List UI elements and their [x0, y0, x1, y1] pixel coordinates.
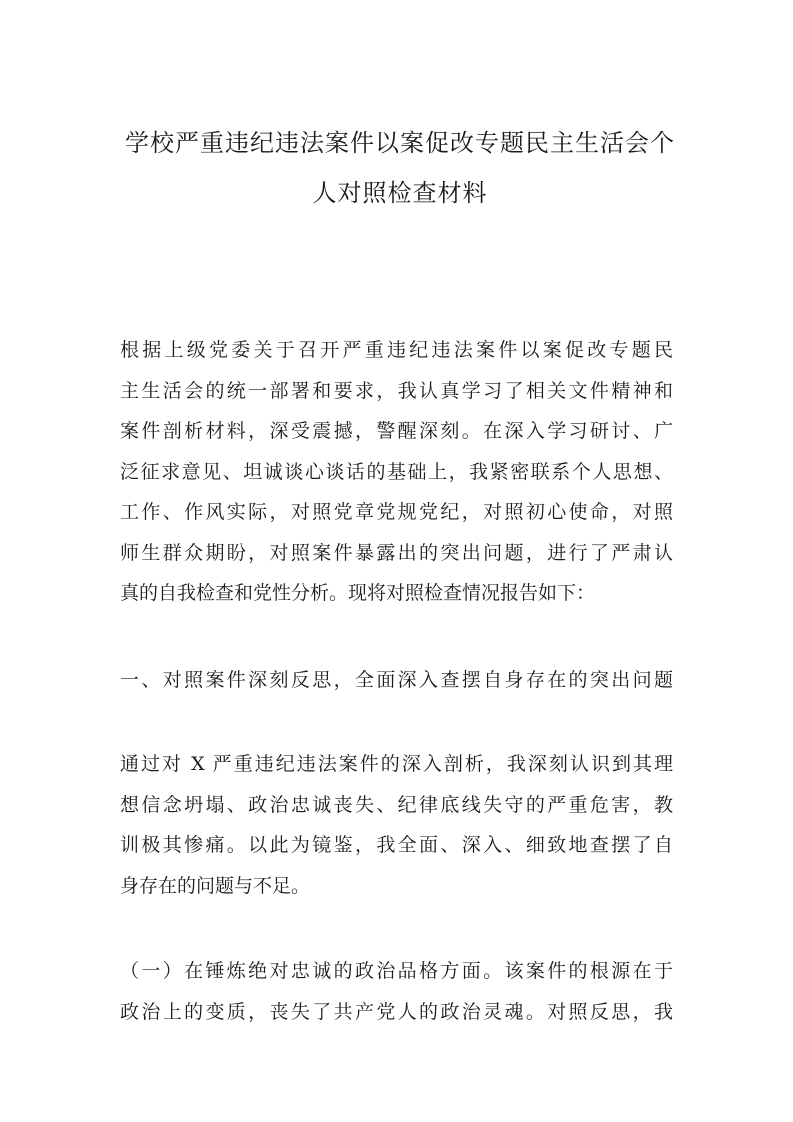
heading-line: 一、对照案件深刻反思，全面深入查摆自身存在的突出问题 — [120, 669, 673, 691]
paragraph-line: 通过对 X 严重违纪违法案件的深入剖析，我深刻认识到其理 — [120, 753, 673, 775]
paragraph-line: 案件剖析材料，深受震撼，警醒深刻。在深入学习研讨、广 — [120, 420, 673, 442]
paragraph-line: 身存在的问题与不足。 — [120, 874, 311, 897]
paragraph-line: 政治上的变质，丧失了共产党人的政治灵魂。对照反思，我 — [120, 1000, 673, 1023]
paragraph-line: 想信念坍塌、政治忠诚丧失、纪律底线失守的严重危害，教 — [120, 793, 673, 816]
paragraph-line: 训极其惨痛。以此为镜鉴，我全面、深入、细致地查摆了自 — [120, 834, 673, 856]
document-title-line-2: 人对照检查材料 — [312, 179, 488, 207]
paragraph-line: 根据上级党委关于召开严重违纪违法案件以案促改专题民 — [120, 339, 673, 361]
paragraph-line: 师生群众期盼，对照案件暴露出的突出问题，进行了严肃认 — [120, 541, 673, 564]
section-1-paragraph — [120, 744, 673, 906]
paragraph-line: 主生活会的统一部署和要求，我认真学习了相关文件精神和 — [120, 379, 673, 402]
subsection-1-paragraph — [120, 951, 673, 1032]
intro-paragraph — [120, 330, 673, 614]
document-title-line-1: 学校严重违纪违法案件以案促改专题民主生活会个 — [125, 129, 675, 157]
paragraph-line: 工作、作风实际，对照党章党规党纪，对照初心使命，对照 — [120, 501, 673, 523]
paragraph-line: 真的自我检查和党性分析。现将对照检查情况报告如下： — [120, 582, 596, 604]
paragraph-line: 泛征求意见、坦诚谈心谈话的基础上，我紧密联系个人思想、 — [120, 460, 673, 483]
paragraph-line: （一）在锤炼绝对忠诚的政治品格方面。该案件的根源在于 — [120, 960, 673, 982]
section-heading-1 — [120, 660, 673, 701]
